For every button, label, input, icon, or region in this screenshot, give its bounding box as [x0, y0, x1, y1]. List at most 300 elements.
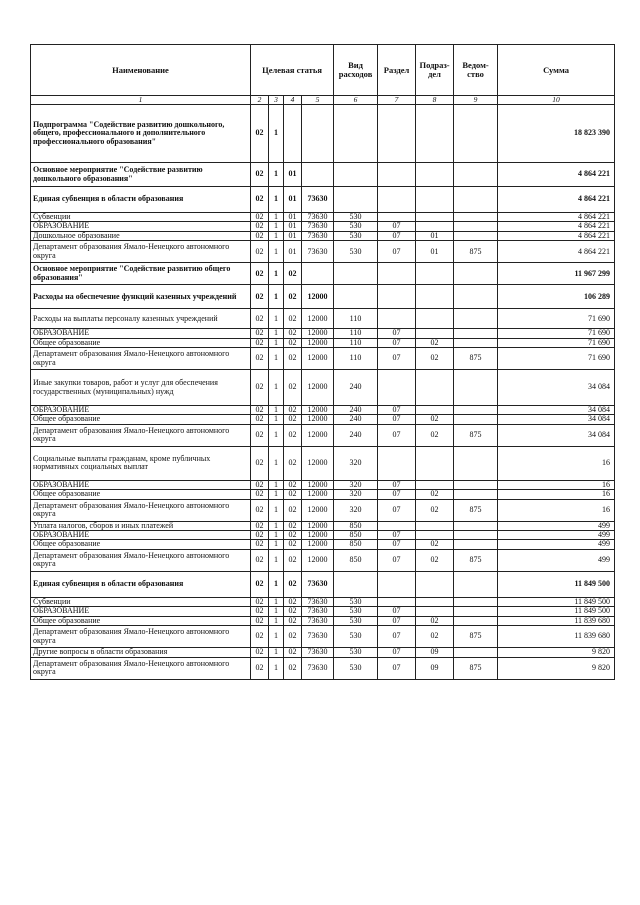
subsection: [416, 521, 454, 530]
target-program: 02: [251, 231, 269, 240]
department-code: 875: [454, 424, 498, 446]
target-subprogram: 1: [269, 105, 284, 163]
subsection: [416, 370, 454, 406]
header-vedomstvo: Ведом-ство: [454, 45, 498, 96]
expense-type: 240: [334, 406, 378, 415]
section: 07: [378, 657, 416, 679]
row-name: Департамент образования Ямало-Ненецкого автономного округа: [31, 424, 251, 446]
row-name: Департамент образования Ямало-Ненецкого автономного округа: [31, 626, 251, 648]
row-name: Субвенции: [31, 213, 251, 222]
header-name: Наименование: [31, 45, 251, 96]
department-code: [454, 540, 498, 549]
target-subprogram: 1: [269, 285, 284, 309]
target-direction: 12000: [302, 329, 334, 338]
department-code: [454, 329, 498, 338]
row-name: Общее образование: [31, 490, 251, 499]
subsection: 02: [416, 415, 454, 424]
target-program: 02: [251, 241, 269, 263]
amount: 71 690: [498, 309, 615, 329]
target-direction: [302, 263, 334, 285]
row-name: ОБРАЗОВАНИЕ: [31, 329, 251, 338]
subsection: 02: [416, 499, 454, 521]
target-program: 02: [251, 446, 269, 480]
amount: 4 864 221: [498, 241, 615, 263]
target-subprogram: 1: [269, 616, 284, 625]
target-subprogram: 1: [269, 415, 284, 424]
subsection: 02: [416, 616, 454, 625]
section: 07: [378, 531, 416, 540]
target-direction: 12000: [302, 348, 334, 370]
amount: 106 289: [498, 285, 615, 309]
target-subprogram: 1: [269, 607, 284, 616]
expense-type: 530: [334, 597, 378, 606]
target-direction: 12000: [302, 521, 334, 530]
amount: 71 690: [498, 348, 615, 370]
target-subprogram: 1: [269, 480, 284, 489]
amount: 18 823 390: [498, 105, 615, 163]
row-name: Единая субвенция в области образования: [31, 571, 251, 597]
target-event: 02: [284, 657, 302, 679]
section: [378, 285, 416, 309]
department-code: [454, 597, 498, 606]
department-code: 875: [454, 549, 498, 571]
target-program: 02: [251, 597, 269, 606]
amount: 16: [498, 480, 615, 489]
section: 07: [378, 616, 416, 625]
row-name: ОБРАЗОВАНИЕ: [31, 607, 251, 616]
target-subprogram: 1: [269, 521, 284, 530]
target-subprogram: 1: [269, 446, 284, 480]
header-summa: Сумма: [498, 45, 615, 96]
subsection: [416, 329, 454, 338]
row-name: Департамент образования Ямало-Ненецкого автономного округа: [31, 499, 251, 521]
target-direction: 73630: [302, 187, 334, 213]
column-number-row: [31, 96, 615, 105]
budget-table-sheet: [30, 44, 614, 680]
target-program: 02: [251, 329, 269, 338]
table-row: [31, 648, 615, 657]
target-subprogram: 1: [269, 424, 284, 446]
target-event: 02: [284, 480, 302, 489]
target-subprogram: 1: [269, 499, 284, 521]
amount: 9 820: [498, 648, 615, 657]
department-code: [454, 415, 498, 424]
subsection: 02: [416, 490, 454, 499]
section: 07: [378, 241, 416, 263]
amount: 11 839 680: [498, 626, 615, 648]
row-name: Департамент образования Ямало-Ненецкого автономного округа: [31, 549, 251, 571]
row-name: Департамент образования Ямало-Ненецкого автономного округа: [31, 348, 251, 370]
column-number: 5: [302, 96, 334, 105]
target-subprogram: 1: [269, 241, 284, 263]
expense-type: 110: [334, 329, 378, 338]
department-code: [454, 571, 498, 597]
section: [378, 521, 416, 530]
subsection: [416, 531, 454, 540]
column-number: 10: [498, 96, 615, 105]
target-event: 01: [284, 163, 302, 187]
amount: 11 967 299: [498, 263, 615, 285]
department-code: [454, 231, 498, 240]
target-subprogram: 1: [269, 222, 284, 231]
target-subprogram: 1: [269, 163, 284, 187]
section: 07: [378, 424, 416, 446]
target-program: 02: [251, 499, 269, 521]
column-number: 6: [334, 96, 378, 105]
expense-type: [334, 163, 378, 187]
expense-type: 110: [334, 309, 378, 329]
row-name: Иные закупки товаров, работ и услуг для обеспечения государственных (муниципальных) нужд: [31, 370, 251, 406]
expense-type: 530: [334, 657, 378, 679]
expense-type: [334, 285, 378, 309]
subsection: [416, 597, 454, 606]
department-code: [454, 163, 498, 187]
subsection: [416, 446, 454, 480]
table-row: [31, 241, 615, 263]
table-row: [31, 424, 615, 446]
target-direction: 12000: [302, 309, 334, 329]
target-direction: 73630: [302, 616, 334, 625]
section: [378, 597, 416, 606]
section: 07: [378, 348, 416, 370]
target-program: 02: [251, 370, 269, 406]
expense-type: 530: [334, 213, 378, 222]
header-row: [31, 45, 615, 96]
target-event: 02: [284, 370, 302, 406]
target-subprogram: 1: [269, 309, 284, 329]
table-row: [31, 490, 615, 499]
table-row: [31, 521, 615, 530]
department-code: 875: [454, 657, 498, 679]
target-program: 02: [251, 263, 269, 285]
target-event: 02: [284, 406, 302, 415]
row-name: Дошкольное образование: [31, 231, 251, 240]
target-direction: 12000: [302, 490, 334, 499]
row-name: Единая субвенция в области образования: [31, 187, 251, 213]
subsection: [416, 406, 454, 415]
subsection: 02: [416, 338, 454, 347]
header-podrazdel: Подраз-дел: [416, 45, 454, 96]
target-direction: 12000: [302, 338, 334, 347]
section: [378, 370, 416, 406]
target-subprogram: 1: [269, 406, 284, 415]
row-name: Социальные выплаты гражданам, кроме публичных нормативных социальных выплат: [31, 446, 251, 480]
section: 07: [378, 490, 416, 499]
target-event: 02: [284, 329, 302, 338]
target-event: 01: [284, 231, 302, 240]
expense-type: 240: [334, 370, 378, 406]
table-row: [31, 597, 615, 606]
expense-type: 530: [334, 231, 378, 240]
row-name: Основное мероприятие "Содействие развитию общего образования": [31, 263, 251, 285]
target-direction: 12000: [302, 406, 334, 415]
amount: 34 084: [498, 415, 615, 424]
department-code: [454, 406, 498, 415]
expense-type: 850: [334, 549, 378, 571]
amount: 499: [498, 540, 615, 549]
expense-type: 320: [334, 446, 378, 480]
table-row: [31, 571, 615, 597]
target-event: 02: [284, 571, 302, 597]
subsection: 02: [416, 424, 454, 446]
target-event: 01: [284, 213, 302, 222]
expense-type: [334, 187, 378, 213]
amount: 11 849 500: [498, 597, 615, 606]
expense-type: 530: [334, 607, 378, 616]
target-direction: 73630: [302, 626, 334, 648]
section: [378, 446, 416, 480]
target-program: 02: [251, 338, 269, 347]
section: 07: [378, 231, 416, 240]
target-program: 02: [251, 285, 269, 309]
row-name: Подпрограмма "Содействие развитию дошкольного, общего, профессионального и дополнительного профессионального образования": [31, 105, 251, 163]
department-code: [454, 105, 498, 163]
target-program: 02: [251, 657, 269, 679]
subsection: [416, 607, 454, 616]
target-event: 02: [284, 309, 302, 329]
expense-type: 530: [334, 626, 378, 648]
table-row: [31, 616, 615, 625]
target-event: [284, 105, 302, 163]
table-row: [31, 231, 615, 240]
section: [378, 163, 416, 187]
amount: 71 690: [498, 329, 615, 338]
department-code: [454, 446, 498, 480]
table-row: [31, 338, 615, 347]
target-subprogram: 1: [269, 263, 284, 285]
table-row: [31, 187, 615, 213]
subsection: [416, 480, 454, 489]
target-program: 02: [251, 521, 269, 530]
amount: 9 820: [498, 657, 615, 679]
expense-type: 530: [334, 648, 378, 657]
target-program: 02: [251, 571, 269, 597]
table-row: [31, 626, 615, 648]
target-subprogram: 1: [269, 231, 284, 240]
target-subprogram: 1: [269, 648, 284, 657]
target-direction: 12000: [302, 446, 334, 480]
target-subprogram: 1: [269, 626, 284, 648]
department-code: [454, 531, 498, 540]
target-direction: 12000: [302, 480, 334, 489]
section: [378, 309, 416, 329]
table-row: [31, 329, 615, 338]
target-program: 02: [251, 480, 269, 489]
target-program: 02: [251, 540, 269, 549]
row-name: Расходы на обеспечение функций казенных учреждений: [31, 285, 251, 309]
section: 07: [378, 222, 416, 231]
expense-type: [334, 571, 378, 597]
target-direction: 12000: [302, 424, 334, 446]
section: 07: [378, 338, 416, 347]
target-event: 02: [284, 597, 302, 606]
table-row: [31, 415, 615, 424]
section: 07: [378, 480, 416, 489]
department-code: [454, 263, 498, 285]
target-subprogram: 1: [269, 213, 284, 222]
target-direction: 12000: [302, 285, 334, 309]
table-body: [31, 105, 615, 680]
department-code: 875: [454, 241, 498, 263]
expense-type: 850: [334, 521, 378, 530]
amount: 4 864 221: [498, 163, 615, 187]
department-code: [454, 285, 498, 309]
target-direction: [302, 105, 334, 163]
section: 07: [378, 648, 416, 657]
amount: 34 084: [498, 424, 615, 446]
row-name: ОБРАЗОВАНИЕ: [31, 480, 251, 489]
target-event: 01: [284, 187, 302, 213]
column-number: 7: [378, 96, 416, 105]
row-name: Расходы на выплаты персоналу казенных учреждений: [31, 309, 251, 329]
expense-type: 530: [334, 616, 378, 625]
expense-type: [334, 263, 378, 285]
table-row: [31, 222, 615, 231]
column-number: 3: [269, 96, 284, 105]
target-program: 02: [251, 406, 269, 415]
target-subprogram: 1: [269, 490, 284, 499]
expense-type: 320: [334, 480, 378, 489]
section: 07: [378, 415, 416, 424]
table-row: [31, 446, 615, 480]
header-target: Целевая статья: [251, 45, 334, 96]
amount: 11 839 680: [498, 616, 615, 625]
target-program: 02: [251, 213, 269, 222]
section: [378, 571, 416, 597]
target-program: 02: [251, 415, 269, 424]
column-number: 1: [31, 96, 251, 105]
target-subprogram: 1: [269, 531, 284, 540]
target-program: 02: [251, 531, 269, 540]
amount: 71 690: [498, 338, 615, 347]
section: [378, 213, 416, 222]
department-code: [454, 607, 498, 616]
target-event: 02: [284, 446, 302, 480]
table-row: [31, 263, 615, 285]
target-subprogram: 1: [269, 540, 284, 549]
target-event: 02: [284, 263, 302, 285]
table-row: [31, 348, 615, 370]
target-subprogram: 1: [269, 370, 284, 406]
subsection: 01: [416, 241, 454, 263]
section: [378, 187, 416, 213]
department-code: [454, 648, 498, 657]
subsection: 01: [416, 231, 454, 240]
expense-type: 110: [334, 338, 378, 347]
subsection: 02: [416, 549, 454, 571]
target-program: 02: [251, 163, 269, 187]
amount: 16: [498, 446, 615, 480]
target-event: 02: [284, 521, 302, 530]
section: [378, 263, 416, 285]
amount: 34 084: [498, 406, 615, 415]
target-program: 02: [251, 490, 269, 499]
target-event: 02: [284, 549, 302, 571]
table-row: [31, 285, 615, 309]
amount: 16: [498, 490, 615, 499]
expense-type: 240: [334, 415, 378, 424]
target-direction: 12000: [302, 370, 334, 406]
row-name: Департамент образования Ямало-Ненецкого автономного округа: [31, 657, 251, 679]
target-subprogram: 1: [269, 338, 284, 347]
target-program: 02: [251, 222, 269, 231]
target-event: 02: [284, 424, 302, 446]
target-direction: 12000: [302, 415, 334, 424]
target-direction: 73630: [302, 657, 334, 679]
table-row: [31, 499, 615, 521]
expense-type: 530: [334, 222, 378, 231]
section: 07: [378, 549, 416, 571]
target-program: 02: [251, 348, 269, 370]
table-row: [31, 309, 615, 329]
target-event: 02: [284, 338, 302, 347]
target-subprogram: 1: [269, 571, 284, 597]
expense-type: [334, 105, 378, 163]
department-code: [454, 338, 498, 347]
target-program: 02: [251, 648, 269, 657]
target-subprogram: 1: [269, 657, 284, 679]
subsection: 02: [416, 626, 454, 648]
subsection: [416, 222, 454, 231]
section: 07: [378, 607, 416, 616]
target-program: 02: [251, 187, 269, 213]
target-event: 02: [284, 607, 302, 616]
target-subprogram: 1: [269, 187, 284, 213]
target-subprogram: 1: [269, 597, 284, 606]
department-code: 875: [454, 626, 498, 648]
row-name: Основное мероприятие "Содействие развитию дошкольного образования": [31, 163, 251, 187]
amount: 4 864 221: [498, 187, 615, 213]
row-name: ОБРАЗОВАНИЕ: [31, 531, 251, 540]
subsection: [416, 105, 454, 163]
section: 07: [378, 499, 416, 521]
expense-type: 240: [334, 424, 378, 446]
subsection: 09: [416, 657, 454, 679]
department-code: [454, 309, 498, 329]
amount: 499: [498, 521, 615, 530]
target-direction: 12000: [302, 531, 334, 540]
row-name: Уплата налогов, сборов и иных платежей: [31, 521, 251, 530]
subsection: [416, 263, 454, 285]
department-code: [454, 480, 498, 489]
table-row: [31, 607, 615, 616]
expense-type: 850: [334, 540, 378, 549]
target-direction: 73630: [302, 241, 334, 263]
expense-type: 320: [334, 499, 378, 521]
amount: 34 084: [498, 370, 615, 406]
target-program: 02: [251, 549, 269, 571]
amount: 499: [498, 549, 615, 571]
header-razdel: Раздел: [378, 45, 416, 96]
target-program: 02: [251, 105, 269, 163]
target-event: 02: [284, 626, 302, 648]
table-row: [31, 549, 615, 571]
department-code: 875: [454, 499, 498, 521]
target-direction: 12000: [302, 499, 334, 521]
column-number: 9: [454, 96, 498, 105]
column-number: 8: [416, 96, 454, 105]
target-event: 02: [284, 540, 302, 549]
table-row: [31, 406, 615, 415]
target-direction: 73630: [302, 607, 334, 616]
table-row: [31, 531, 615, 540]
target-program: 02: [251, 607, 269, 616]
amount: 11 849 500: [498, 571, 615, 597]
section: 07: [378, 540, 416, 549]
header-vid: Вид расходов: [334, 45, 378, 96]
department-code: [454, 616, 498, 625]
target-event: 02: [284, 616, 302, 625]
